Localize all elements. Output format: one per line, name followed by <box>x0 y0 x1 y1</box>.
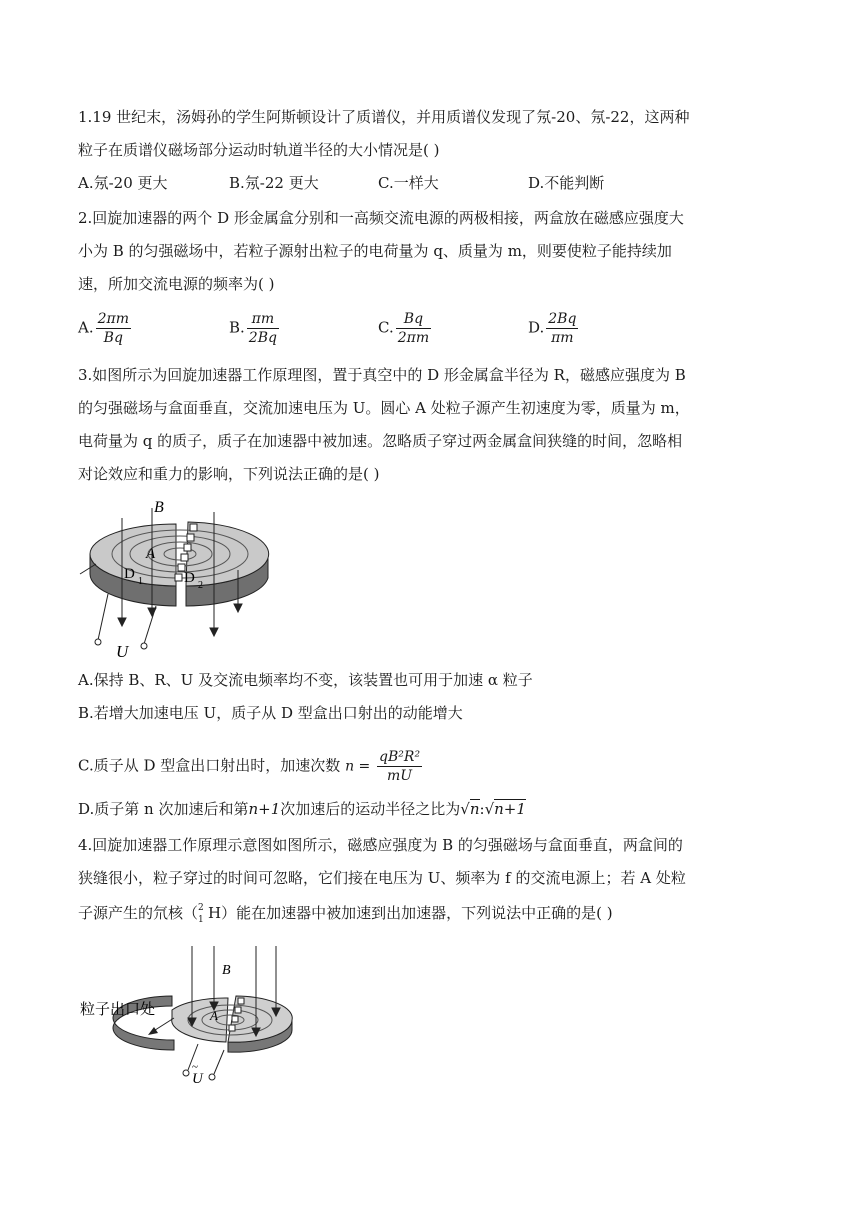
fraction <box>396 310 431 347</box>
q3-line-3: 电荷量为 q 的质子，质子在加速器中被加速。忽略质子穿过两金属盒间狭缝的时间，忽略相 <box>78 432 683 450</box>
option-d-colon: : <box>479 800 485 818</box>
option-c-lhs: n = <box>345 758 371 775</box>
option-d-post: 次加速后的运动半径之比为 <box>280 800 461 818</box>
d2-label: D <box>184 570 195 586</box>
d2-subscript: 2 <box>198 580 203 591</box>
denominator: 2Bq <box>248 330 277 346</box>
q4-line-3-pre: 子源产生的氘核（ <box>78 904 199 922</box>
q2-option-a <box>78 310 133 347</box>
d1-label: D <box>124 566 135 582</box>
q2-option-d <box>528 310 580 347</box>
numerator: πm <box>247 310 279 329</box>
option-label: D. <box>528 318 545 337</box>
exit-label: 粒子出口处 <box>80 1002 156 1018</box>
q3-line-1: 3.如图所示为回旋加速器工作原理图，置于真空中的 D 形金属盒半径为 R，磁感应强度为 B <box>78 366 686 384</box>
denominator: Bq <box>103 330 123 346</box>
option-d-mid: n+1 <box>248 800 281 818</box>
q4-line-3 <box>78 903 613 923</box>
field-label-b: B <box>154 499 164 516</box>
denominator: mU <box>387 768 413 784</box>
q2-option-b <box>229 310 281 347</box>
q4-line-3-post: ）能在加速器中被加速到出加速器，下列说法中正确的是( ) <box>221 904 613 922</box>
fraction <box>247 310 279 347</box>
numerator: 2πm <box>97 311 129 327</box>
q1-option-b: B.氖-22 更大 <box>229 174 319 192</box>
fraction <box>96 310 131 347</box>
option-d-ratio-b: n+1 <box>494 800 526 818</box>
cyclotron-figure-2 <box>78 940 318 1090</box>
q1-line-1: 1.19 世纪末，汤姆孙的学生阿斯顿设计了质谱仪，并用质谱仪发现了氖-20、氖-22，这两种 <box>78 108 690 126</box>
field-label-b: B <box>222 963 231 978</box>
q1-option-c: C.一样大 <box>378 174 439 192</box>
denominator: πm <box>551 330 574 346</box>
q3-option-b: B.若增大加速电压 U，质子从 D 型盒出口射出的动能增大 <box>78 704 463 722</box>
option-c-text: C.质子从 D 型盒出口射出时，加速次数 <box>78 756 341 775</box>
sqrt-sign: √ <box>460 800 470 818</box>
numerator: 2Bq <box>548 311 577 327</box>
center-label-a: A <box>210 1008 218 1023</box>
isotope-symbol: H <box>208 904 222 922</box>
voltage-label-u: U <box>192 1071 203 1087</box>
option-label: B. <box>229 318 245 337</box>
isotope-mass: 2 <box>198 903 204 913</box>
option-label: C. <box>378 318 394 337</box>
numerator: Bq <box>396 310 431 329</box>
q3-option-c <box>78 748 424 785</box>
isotope-number: 1 <box>198 915 204 925</box>
q3-option-d <box>78 799 526 819</box>
q2-line-3: 速，所加交流电源的频率为( ) <box>78 275 275 293</box>
numerator: qB²R² <box>379 749 421 765</box>
sqrt-sign: √ <box>484 800 495 818</box>
q2-line-2: 小为 B 的匀强磁场中，若粒子源射出粒子的电荷量为 q、质量为 m，则要使粒子能持续加 <box>78 242 672 260</box>
q3-option-a: A.保持 B、R、U 及交流电频率均不变，该装置也可用于加速 α 粒子 <box>78 671 533 689</box>
q2-line-1: 2.回旋加速器的两个 D 形金属盒分别和一高频交流电源的两极相接，两盒放在磁感应强度大 <box>78 209 684 227</box>
denominator: 2πm <box>397 330 430 346</box>
option-c-fraction <box>377 748 422 785</box>
q1-option-a: A.氖-20 更大 <box>78 174 168 192</box>
option-d-ratio-a: n <box>469 800 480 818</box>
option-d-pre: D.质子第 n 次加速后和第 <box>78 800 249 818</box>
q2-option-c <box>378 310 433 347</box>
q1-option-d: D.不能判断 <box>528 174 605 192</box>
cyclotron-figure-1 <box>78 494 278 664</box>
q3-line-2: 的匀强磁场与盒面垂直，交流加速电压为 U。圆心 A 处粒子源产生初速度为零，质量为 m， <box>78 399 690 417</box>
q1-line-2: 粒子在质谱仪磁场部分运动时轨道半径的大小情况是( ) <box>78 141 440 159</box>
option-label: A. <box>78 318 94 337</box>
q3-line-4: 对论效应和重力的影响，下列说法正确的是( ) <box>78 465 380 483</box>
d1-subscript: 1 <box>138 576 143 587</box>
q4-line-1: 4.回旋加速器工作原理示意图如图所示，磁感应强度为 B 的匀强磁场与盒面垂直，两盒间的 <box>78 836 683 854</box>
isotope <box>198 903 221 923</box>
center-label-a: A <box>146 546 156 562</box>
voltage-label-u: U <box>116 642 129 661</box>
fraction <box>546 310 578 347</box>
q4-line-2: 狭缝很小，粒子穿过的时间可忽略，它们接在电压为 U、频率为 f 的交流电源上；若 A 处粒 <box>78 869 686 887</box>
tilde-icon: ~ <box>192 1061 198 1073</box>
